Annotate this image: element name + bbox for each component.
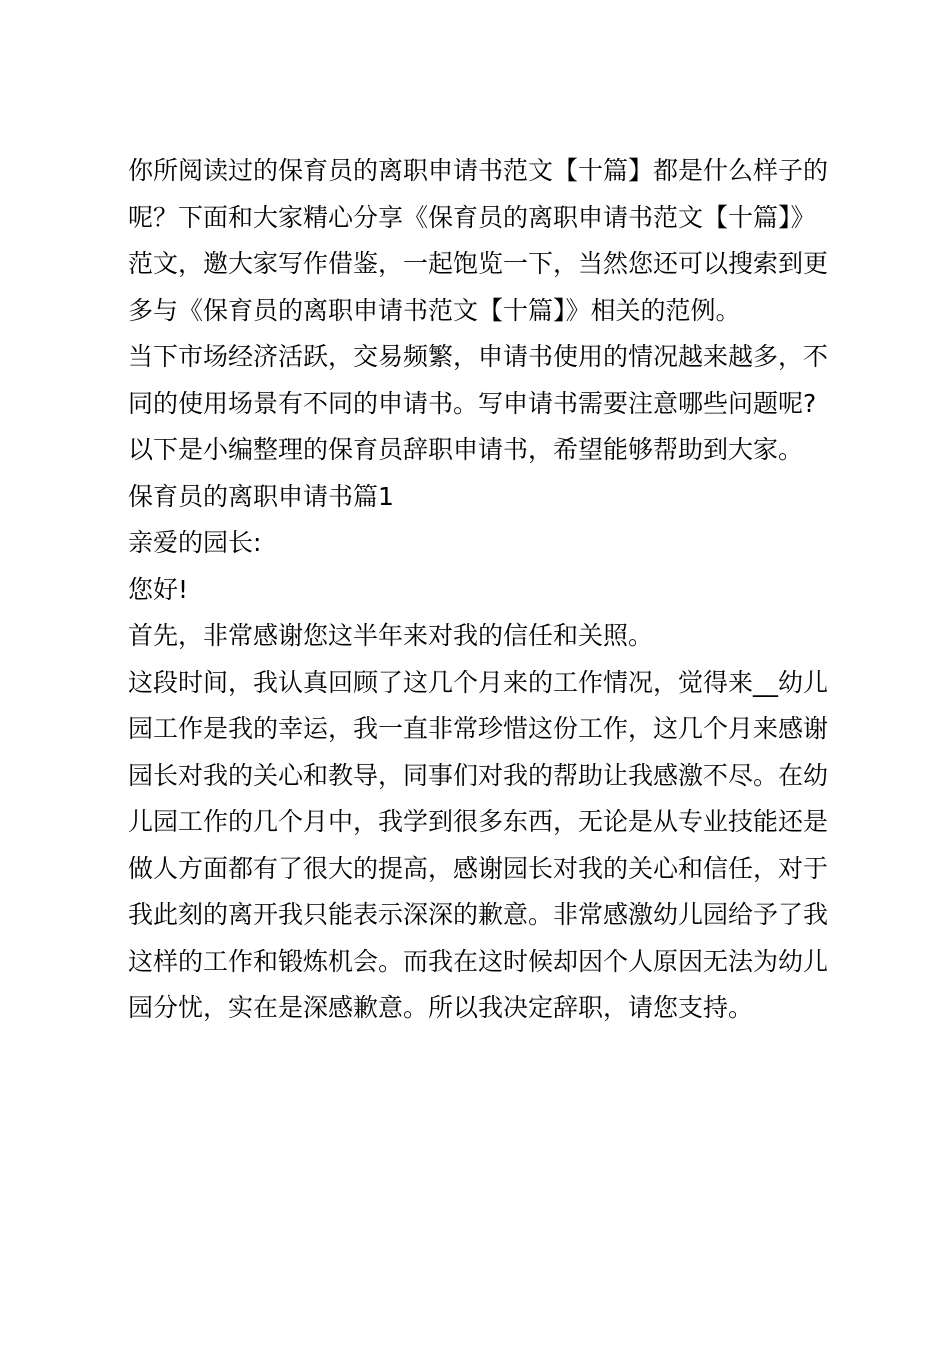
salutation: 亲爱的园长: <box>128 528 262 557</box>
body-paragraph-1: 首先，非常感谢您这半年来对我的信任和关照。 <box>128 621 654 650</box>
greeting: 您好! <box>128 574 189 604</box>
section-title: 保育员的离职申请书篇1 <box>128 481 394 511</box>
document-body <box>128 148 828 1032</box>
background-paragraph: 当下市场经济活跃，交易频繁，申请书使用的情况越来越多，不同的使用场景有不同的申请书。写申请书需要注意哪些问题呢?以下是小编整理的保育员辞职申请书，希望能够帮助到大家。 <box>128 342 829 464</box>
intro-paragraph: 你所阅读过的保育员的离职申请书范文【十篇】都是什么样子的呢？下面和大家精心分享《保育员的离职申请书范文【十篇】》范文，邀大家写作借鉴，一起饱览一下，当然您还可以搜索到更多与《保育员的离职申请书范文【十篇】》相关的范例。 <box>128 156 829 325</box>
body-paragraph-2: 这段时间，我认真回顾了这几个月来的工作情况，觉得来__幼儿园工作是我的幸运，我一直非常珍惜这份工作，这几个月来感谢园长对我的关心和教导，同事们对我的帮助让我感激不尽。在幼儿园工作的几个月中，我学到很多东西，无论是从专业技能还是做人方面都有了很大的提高，感谢园长对我的关心和信任，对于我此刻的离开我只能表示深深的歉意。非常感激幼儿园给予了我这样的工作和锻炼机会。而我在这时候却因个人原因无法为幼儿园分忧，实在是深感歉意。所以我决定辞职，请您支持。 <box>128 667 829 1022</box>
